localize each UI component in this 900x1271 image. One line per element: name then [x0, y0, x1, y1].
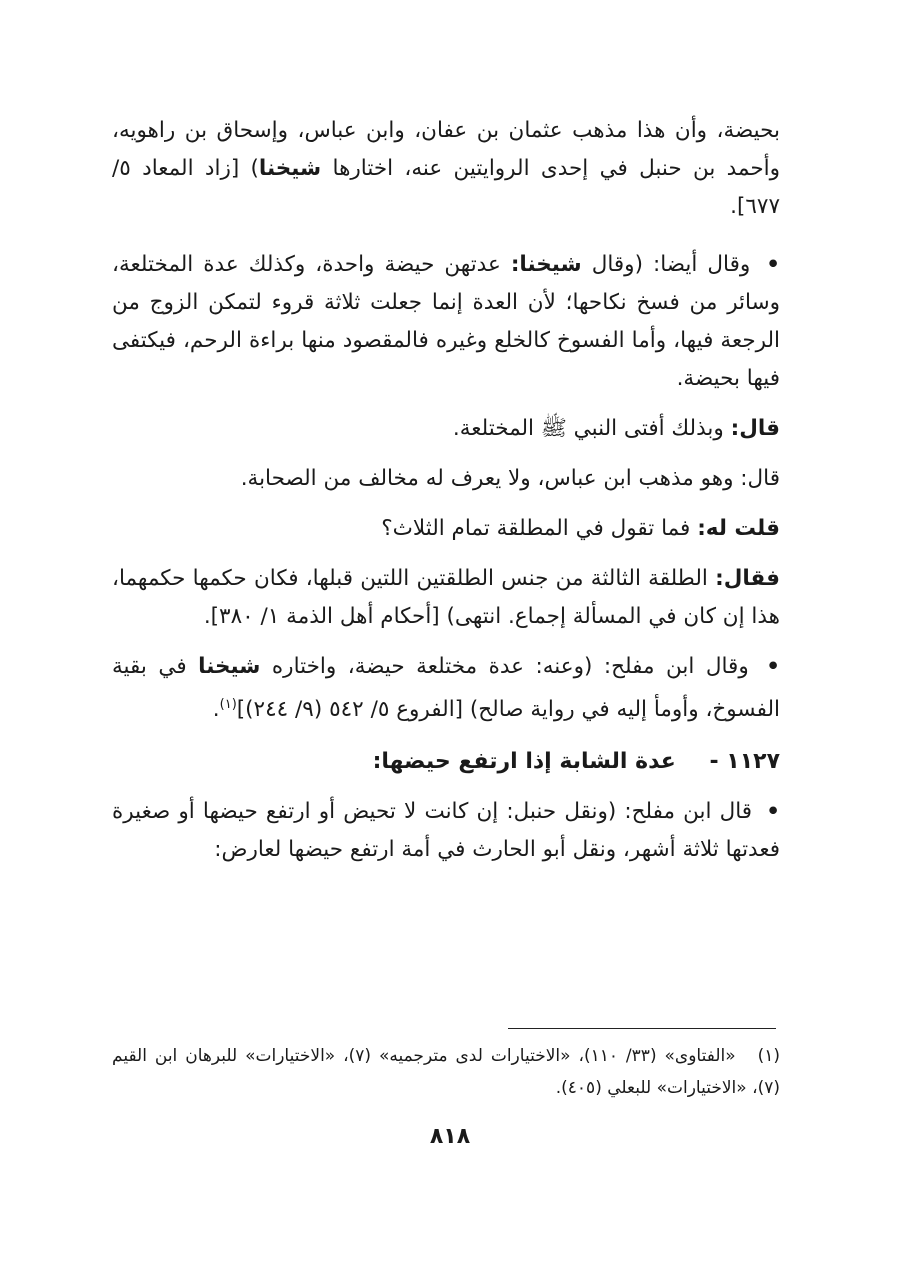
paragraph-6-bold: فقال: [715, 566, 780, 591]
paragraph-1-end: ) [زاد المعاد ٥/ ٦٧٧]. [112, 156, 780, 219]
footnote-reference[interactable]: (١) [219, 697, 237, 712]
footnote-divider [508, 1028, 776, 1029]
page-number: ٨١٨ [429, 1124, 471, 1149]
footnotes [112, 1040, 780, 1104]
paragraph-6 [112, 560, 780, 636]
bullet-icon: • [766, 654, 780, 679]
paragraph-3-bold: قال: [730, 416, 780, 441]
paragraph-2-bold: شيخنا: [510, 252, 582, 277]
paragraph-3 [112, 410, 780, 448]
paragraph-4-text: قال: وهو مذهب ابن عباس، ولا يعرف له مخالف من الصحابة. [240, 466, 780, 491]
paragraph-7-text: في بقية الفسوخ، وأومأ إليه في رواية صالح) [الفروع ٥/ ٥٤٢ (٩/ ٢٤٤)] [112, 654, 780, 723]
paragraph-1-text: بحيضة، وأن هذا مذهب عثمان بن عفان، وابن عباس، وإسحاق بن راهويه، وأحمد بن حنبل في إحدى الروايتين عنه، اختارها [112, 118, 780, 181]
paragraph-7-end: . [212, 697, 220, 723]
paragraph-2-start: وقال أيضا: (وقال [591, 252, 751, 277]
bullet-icon: • [766, 799, 780, 825]
paragraph-7 [112, 648, 780, 729]
section-number: ١١٢٧ - [709, 749, 780, 775]
paragraph-6-text: الطلقة الثالثة من جنس الطلقتين اللتين قبلها، فكان حكمها حكمهما، هذا إن كان في المسألة إجماع. انتهى) [أحكام أهل الذمة ١/ ٣٨٠]. [112, 566, 780, 629]
paragraph-2-text: عدتهن حيضة واحدة، وكذلك عدة المختلعة، وسائر من فسخ نكاحها؛ لأن العدة إنما جعلت ثلاثة قروء لتمكن الزوج من الرجعة فيها، وأما الفسوخ كالخلع وغيره فالمقصود منها براءة الرحم، فيكتفى فيها بحيضة. [112, 252, 780, 391]
paragraph-7-bold: شيخنا [198, 654, 261, 679]
paragraph-8-text: قال ابن مفلح: (ونقل حنبل: إن كانت لا تحيض أو ارتفع حيضها أو صغيرة فعدتها ثلاثة أشهر، ونقل أبو الحارث في أمة ارتفع حيضها لعارض: [112, 799, 780, 863]
section-heading [112, 743, 780, 781]
bullet-icon: • [766, 252, 781, 277]
paragraph-1-bold: شيخنا [258, 156, 322, 181]
paragraph-2 [112, 246, 780, 398]
paragraph-8 [112, 793, 780, 869]
main-text [112, 112, 780, 869]
paragraph-7-start: وقال ابن مفلح: (وعنه: عدة مختلعة حيضة، واختاره [271, 654, 749, 679]
section-title: عدة الشابة إذا ارتفع حيضها: [372, 749, 676, 775]
footnote-number: (١) [757, 1046, 780, 1066]
paragraph-5 [112, 510, 780, 548]
paragraph-1 [112, 112, 780, 226]
paragraph-5-text: فما تقول في المطلقة تمام الثلاث؟ [381, 516, 691, 541]
paragraph-4 [112, 460, 780, 498]
paragraph-5-bold: قلت له: [697, 516, 780, 541]
footnote-text: «الفتاوى» (٣٣/ ١١٠)، «الاختيارات لدى مترجميه» (٧)، «الاختيارات» للبرهان ابن القيم (٧)، «الاختيارات» للبعلي (٤٠٥). [112, 1046, 780, 1098]
paragraph-3-text: وبذلك أفتى النبي ﷺ المختلعة. [452, 416, 724, 441]
